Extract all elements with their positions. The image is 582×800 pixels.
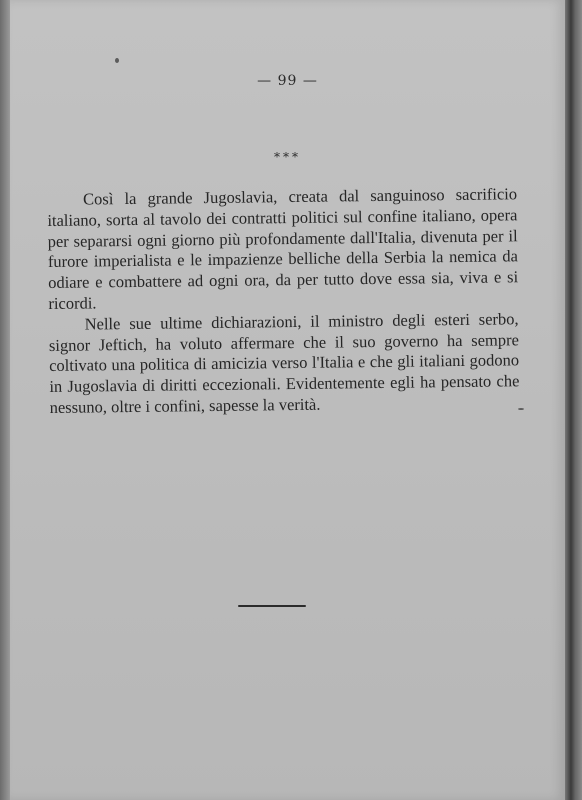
closing-rule (238, 605, 306, 607)
book-binding-edge (565, 0, 582, 800)
paragraph-1: Così la grande Jugoslavia, creata dal sanguinoso sacrificio italiano, sorta al tavolo dei contratti politici sul confine italiano, opera per separarsi ogni giorno più profondamente dall'Italia, divenuta per il furore imperialista e le impazienze belliche della Serbia la nemica da odiare e combattere ad ogni ora, da per tutto dove essa sia, viva e si ricordi. (47, 184, 519, 313)
page-number: — 99 — (257, 73, 318, 89)
section-separator: *** (274, 150, 301, 164)
paper-speck (115, 58, 119, 63)
body-text (47, 184, 520, 418)
paper-speck (518, 408, 524, 410)
page-left-edge-shadow (0, 0, 10, 800)
paragraph-2: Nelle sue ultime dichiarazioni, il ministro degli esteri serbo, signor Jeftich, ha voluto affermare che il suo governo ha sempre coltivato una politica di amicizia verso l'Italia e che gli italiani godono in Jugoslavia di diritti eccezionali. Evidentemente egli ha pensato che nessuno, oltre i confini, sapesse la verità. (48, 309, 520, 417)
page-sheet (10, 0, 565, 800)
